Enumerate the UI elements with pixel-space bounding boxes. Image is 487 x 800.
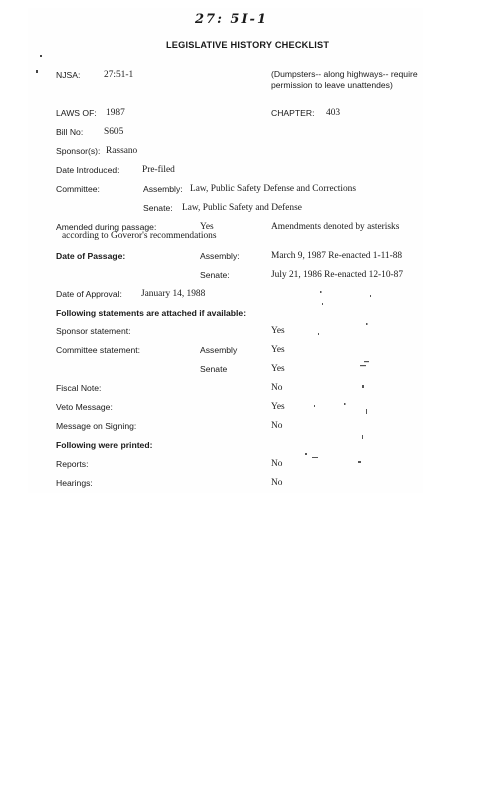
passage-senate-value: July 21, 1986 Re-enacted 12-10-87 xyxy=(271,270,404,280)
bill-no-value: S605 xyxy=(104,127,124,137)
hearings-value: No xyxy=(271,478,283,488)
laws-of-label: LAWS OF: xyxy=(56,108,97,118)
handwritten-number: 27: 5I-1 xyxy=(195,12,268,27)
scan-noise-marks xyxy=(300,285,380,475)
passage-label: Date of Passage: xyxy=(56,251,126,261)
laws-of-value: 1987 xyxy=(106,108,125,118)
hearings-label: Hearings: xyxy=(56,478,93,488)
page-title: LEGISLATIVE HISTORY CHECKLIST xyxy=(166,40,330,50)
passage-assembly-label: Assembly: xyxy=(200,251,240,261)
amended-note: Amendments denoted by asterisks xyxy=(271,222,400,232)
committee-statement-label: Committee statement: xyxy=(56,345,141,355)
subject-text: (Dumpsters-- along highways-- require permission to leave unattendes) xyxy=(271,69,418,90)
committee-label: Committee: xyxy=(56,184,100,194)
sponsor-label: Sponsor(s): xyxy=(56,146,101,156)
reports-label: Reports: xyxy=(56,459,89,469)
reports-value: No xyxy=(271,459,283,469)
amended-value: Yes xyxy=(200,222,214,232)
following-printed-label: Following were printed: xyxy=(56,440,153,450)
approval-value: January 14, 1988 xyxy=(141,289,206,299)
chapter-label: CHAPTER: xyxy=(271,108,315,118)
fiscal-note-label: Fiscal Note: xyxy=(56,383,102,393)
passage-senate-label: Senate: xyxy=(200,270,230,280)
date-introduced-label: Date Introduced: xyxy=(56,165,120,175)
committee-statement-senate-label: Senate xyxy=(200,364,228,374)
committee-statement-assembly-value: Yes xyxy=(271,345,285,355)
passage-assembly-value: March 9, 1987 Re-enacted 1-11-88 xyxy=(271,251,403,261)
committee-assembly-value: Law, Public Safety Defense and Corrections xyxy=(190,184,357,194)
amended-label: Amended during passage: xyxy=(56,222,157,232)
veto-message-label: Veto Message: xyxy=(56,402,113,412)
scan-speck xyxy=(36,70,38,73)
scan-speck xyxy=(40,55,42,57)
committee-senate-label: Senate: xyxy=(143,203,173,213)
fiscal-note-value: No xyxy=(271,383,283,393)
bill-no-label: Bill No: xyxy=(56,127,84,137)
committee-senate-value: Law, Public Safety and Defense xyxy=(182,203,302,213)
sponsor-value: Rassano xyxy=(106,146,138,156)
veto-message-value: Yes xyxy=(271,402,285,412)
sponsor-statement-label: Sponsor statement: xyxy=(56,326,131,336)
committee-statement-senate-value: Yes xyxy=(271,364,285,374)
chapter-value: 403 xyxy=(326,108,341,118)
committee-statement-assembly-label: Assembly xyxy=(200,345,238,355)
following-statements-label: Following statements are attached if available: xyxy=(56,308,247,318)
amended-sub: according to Goveror's recommendations xyxy=(62,231,217,241)
njsa-label: NJSA: xyxy=(56,70,81,80)
committee-assembly-label: Assembly: xyxy=(143,184,183,194)
message-signing-value: No xyxy=(271,421,283,431)
message-signing-label: Message on Signing: xyxy=(56,421,137,431)
date-introduced-value: Pre-filed xyxy=(142,165,175,175)
approval-label: Date of Approval: xyxy=(56,289,122,299)
sponsor-statement-value: Yes xyxy=(271,326,285,336)
njsa-value: 27:51-1 xyxy=(104,70,134,80)
